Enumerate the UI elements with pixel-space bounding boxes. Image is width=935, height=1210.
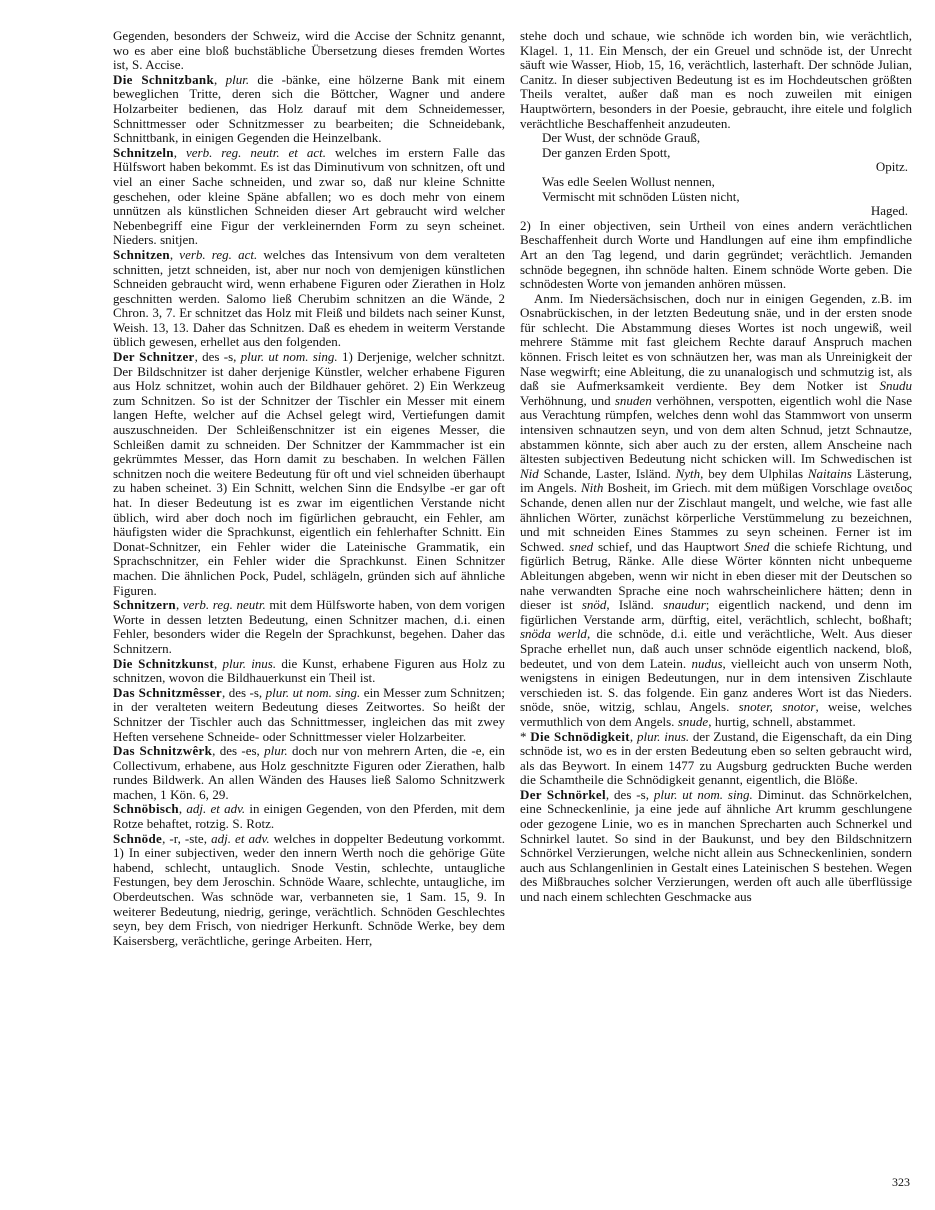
text-segment: Opitz.	[875, 159, 908, 175]
text-segment: adj. et adv.	[186, 801, 246, 817]
headword: Das Schnitzmêsser	[113, 684, 222, 700]
text-segment: Schande, Laster, Isländ.	[538, 465, 676, 481]
text-segment: verb. reg. neutr.	[182, 597, 266, 613]
text-segment: Diminut. das Schnörkelchen, eine Schneckenlinie, ja eine jede auf ähnliche Art krumm geschlungene oder gezogene Linie, wo es in manchen Sprecharten auch Schnerkel und Schnirkel lautet. So sind in der Baukunst, und bey den Bildschnitzern Schnörkel Verzierungen, welche nicht allein aus Schneckenlinien, sondern auch aus Schlangenlinien in Gestalt eines Lateinischen S bestehen. Wegen des Mißbrauches solcher Verzierungen, werden oft auch alle überflüssige und nach einem schlechten Geschmacke aus	[520, 786, 912, 905]
text-segment: Bosheit, im Griech. mit dem müßigen Vorschlage ονειδος Schande, denen allen nur der Zischlaut mangelt, und welche, wie fast alle ähnlichen Wörter, zunächst körperliche Verstümmelung zu bezeichnen, und mit schneiden Eines Stammes zu seyn scheinen. Ferner ist im Schwed.	[520, 480, 912, 554]
text-segment: ,	[213, 71, 226, 87]
dictionary-entry	[113, 686, 505, 744]
dictionary-entry	[113, 744, 505, 802]
headword: Die Schnitzkunst	[113, 655, 215, 671]
text-segment: Naitains	[807, 465, 852, 481]
text-segment: Sned	[744, 538, 770, 554]
text-segment: snöd	[581, 597, 607, 613]
verse-line	[520, 131, 912, 146]
text-segment: verhöhnen, verspotten, eigentlich wohl die Nase aus Verachtung rümpfen, welches denn wohl das Stammwort von unserm intensiven schnautzen seyn, und von dem alten Schnud, jetzt Schnautze, abstammen könnte, sich aber auch zu der ersten, allem Anscheine nach ältesten subjectiven Bedeutung nicht schicken will. Im Schwedischen ist	[520, 392, 912, 467]
text-segment: 1) Derjenige, welcher schnitzt. Der Bildschnitzer ist daher derjenige Künstler, welcher erhabene Figuren aus Holz schnitzet, wohin auch der Bildhauer gehöret. 2) Ein Werkzeug zum Schnitzen. So ist der Schnitzer der Tischler ein Messer mit einem langen Hefte, welcher auf die Achsel gelegt wird, Vertiefungen damit auszuschneiden. Der Schleißenschnitzer ist ein eigenes Messer, die Schleißen damit zu schneiden. Der Schnitzer der Kammmacher ist ein gekrümmtes Messer, das Horn damit zu beschaben. In welchen Fällen schnitzen noch die weitere Bedeutung für oft und viel schneiden überhaupt zu haben scheinet. 3) Ein Schnitt, welchen Sinn die Endsylbe -er gar oft hat. In dieser Bedeutung ist es zwar im eigentlichen Verstande nicht üblich, wird aber doch noch im figürlichen gebraucht, ein Fehler, am häufigsten wider die Sprachkunst, eigentlich ein fehlerhafter Schnitt. Ein Donat-Schnitzer, ein Fehler wider die Lateinische Grammatik, ein Sprachschnitzer, ein Fehler wider die Sprachkunst. Einen Schnitzer machen. Die ähnlichen Pock, Pudel, schlägeln, gründen sich auf ähnliche Figuren.	[113, 349, 505, 598]
text-segment: Der Wust, der schnöde Grauß,	[542, 130, 701, 146]
headword: Der Schnörkel	[520, 786, 606, 802]
text-segment: Was edle Seelen Wollust nennen,	[542, 173, 715, 189]
text-segment: , des -s,	[194, 349, 241, 365]
dictionary-entry	[113, 598, 505, 656]
headword: Schnitzeln	[113, 144, 174, 160]
text-segment: , vielleicht auch von unserm Noth, wenigstens in einigen Bedeutungen, nur in dem intensiven Zischlaute verschieden ist. S. das folgende. Ein ganz anderes Wort ist das Nieders. snöde, snöe, witzig, schlau, Angels.	[520, 655, 912, 715]
text-segment: snaudur	[663, 597, 706, 613]
headword: Der Schnitzer	[113, 349, 195, 365]
text-segment: ,	[178, 801, 187, 817]
text-segment: ein Messer zum Schnitzen; in der veralteten weitern Bedeutung dieses Zeitwortes. So heißt der Schnitzer der Tischler auch das Schnittmesser, ingleichen das mit zwey Heften versehene Schneide- oder Schnittmesser vieler Holzarbeiter.	[113, 684, 505, 744]
left-column	[113, 29, 505, 1169]
text-segment: plur. ut nom. sing.	[240, 349, 338, 365]
text-segment: verb. reg. neutr. et act.	[186, 144, 326, 160]
text-segment: Der ganzen Erden Spott,	[542, 144, 671, 160]
text-segment: in einigen Gegenden, von den Pferden, mit dem Rotze behaftet, rotzig. S. Rotz.	[113, 801, 505, 832]
text-segment: , des -es,	[212, 743, 265, 759]
headword: Die Schnödigkeit	[530, 728, 630, 744]
text-segment: die -bänke, eine hölzerne Bank mit einem beweglichen Tritte, deren sich die Böttcher, Wagner und andere Holzarbeiter bedienen, das Holz darauf mit dem Schneidemesser, Schnittmesser oder Schnitzmesser zu bearbeiten; die Schneidebank, Schnittbank, in einigen Gegenden die Heinzelbank.	[113, 71, 505, 146]
text-segment: ; eigentlich nackend, und denn im figürlichen Verstande arm, dürftig, eitel, verächtlich, schlecht, boßhaft;	[520, 597, 912, 627]
text-segment: schief, und das Hauptwort	[593, 538, 745, 554]
text-segment: welches in doppelter Bedeutung vorkommt. 1) In einer subjectiven, weder den innern Werth noch die gehörige Güte habend, schlecht, untauglich. Snode Vestin, schlechte, untaugliche Festungen, bey dem Jeroschin. Schnöde Waare, schlechte, untaugliche, im Oberdeutschen. Was schnöde war, verbanneten sie, 1 Sam. 15, 9. In weiterer Bedeutung, niedrig, geringe, verächtlich. Schnöden Geschlechtes seyn, bey dem Frisch, von niedriger Herkunft. Schnöde Werke, bey dem Kaisersberg, verächtliche, geringe Arbeiten. Herr,	[113, 830, 505, 948]
text-segment: , des -s,	[605, 786, 654, 802]
text-columns	[113, 29, 912, 1169]
attribution-line	[520, 204, 912, 219]
text-segment: ,	[175, 597, 183, 613]
paragraph	[520, 219, 912, 292]
text-segment: der Zustand, die Eigenschaft, da ein Ding schnöde ist, wo es in der ersten Bedeutung eben so selten gebraucht wird, als das Beywort. In einem 1477 zu Augsburg gedruckten Buche werden die Schamtheile die Schnödigkeit genannt, eigentlich, die Blöße.	[520, 728, 912, 788]
verse-line	[520, 146, 912, 161]
text-segment: plur. inus.	[222, 655, 277, 671]
text-segment: , weise, welches vermuthlich von dem Angels.	[520, 699, 912, 729]
text-segment: snuden	[614, 392, 652, 408]
text-segment: plur.	[225, 71, 250, 87]
text-segment: Anm. Im Niedersächsischen, doch nur in einigen Gegenden, z.B. im Osnabrückischen, in der letzten Bedeutung snäe, und in der ersten snode für schlecht. Die Abstammung dieses Wortes ist noch ungewiß, weil mehrere Stämme mit fast gleichem Rechte darauf Anspruch machen können. Frisch leitet es von schnäutzen her, was man als Unreinigkeit der Nase wegwirft; eine Ableitung, die zu unanalogisch und schmutzig ist, als daß sie Aufmerksamkeit verdiente. Bey dem Notker ist	[520, 290, 912, 394]
text-segment: snude	[677, 713, 709, 729]
text-segment: ,	[214, 655, 223, 671]
text-segment: ,	[173, 144, 186, 160]
text-segment: Gegenden, besonders der Schweiz, wird die Accise der Schnitz genannt, wo es aber eine bloß buchstäbliche Übersetzung dieses fremden Wortes ist, S. Accise.	[113, 29, 505, 73]
text-segment: Vermischt mit schnöden Lüsten nicht,	[542, 188, 740, 204]
right-column	[520, 29, 912, 1169]
text-segment: 2) In einer objectiven, sein Urtheil von eines andern verächtlichen Beschaffenheit durch Worte und Handlungen auf eine ihm empfindliche Art an den Tag legend, und darin gegründet; verächtlich. Jemanden schnöde begegnen, ihn schnöde halten. Einem schnöde Worte geben. Die schnödesten Worte von jemanden anhören müssen.	[520, 217, 912, 292]
dictionary-entry	[113, 350, 505, 598]
text-segment: , hurtig, schnell, abstammet.	[708, 713, 856, 729]
text-segment: *	[520, 728, 531, 744]
dictionary-entry	[113, 832, 505, 949]
text-segment: ,	[169, 246, 180, 262]
dictionary-entry	[113, 657, 505, 686]
paragraph	[113, 29, 505, 73]
text-segment: Verhöhnung, und	[520, 392, 615, 408]
text-segment: Haged.	[870, 203, 908, 219]
text-segment: ,	[629, 728, 637, 744]
text-segment: die Kunst, erhabene Figuren aus Holz zu schnitzen, wovon die Bildhauerkunst ein Theil ist.	[113, 655, 505, 686]
text-segment: Snudu	[879, 378, 912, 394]
headword: Schnöbisch	[113, 801, 179, 817]
headword: Schnöde	[113, 830, 163, 846]
paragraph	[520, 292, 912, 730]
dictionary-entry	[113, 146, 505, 248]
text-segment: nudus	[691, 655, 723, 671]
text-segment: verb. reg. act.	[179, 246, 258, 262]
text-segment: mit dem Hülfsworte haben, von dem vorigen Worte in dessen letzten Bedeutung, einen Schnitzer machen, d.i. einen Fehler, besonders wider die Regeln der Sprachkunst, begehen. Daher das Schnitzern.	[113, 597, 505, 656]
text-segment: Lästerung, im Angels.	[520, 465, 912, 496]
text-segment: snoter, snotor	[738, 699, 816, 715]
dictionary-entry	[520, 788, 912, 905]
text-segment: adj. et adv.	[211, 830, 270, 846]
text-segment: Nid	[520, 465, 539, 481]
text-segment: snöda werld	[520, 626, 587, 642]
text-segment: , Isländ.	[606, 597, 664, 613]
headword: Schnitzern	[113, 597, 176, 613]
headword: Das Schnitzwêrk	[113, 743, 213, 759]
text-segment: , -r, -ste,	[162, 830, 212, 846]
dictionary-entry	[113, 802, 505, 831]
text-segment: plur.	[264, 743, 288, 759]
attribution-line	[520, 160, 912, 175]
dictionary-entry	[113, 73, 505, 146]
headword: Schnitzen	[113, 246, 170, 262]
text-segment: plur. ut nom. sing.	[653, 786, 753, 802]
dictionary-entry	[113, 248, 505, 350]
text-segment: Nyth	[675, 465, 701, 481]
verse-line	[520, 190, 912, 205]
text-segment: , bey dem Ulphilas	[700, 465, 808, 481]
verse-line	[520, 175, 912, 190]
paragraph	[520, 29, 912, 131]
text-segment: welches im erstern Falle das Hülfswort haben bekommt. Es ist das Diminutivum von schnitzen, oft und viel an einer Sache schneiden, und zwar so, daß nur kleine Schnitte geschehen, oder kleine Späne abfallen; wo es doch mehr von einem unnützen als künstlichen Schneiden dieser Art gebraucht wird welcher Nebenbegriff eine Figur der verkleinernden Form zu seyn scheinet. Nieders. snitjen.	[113, 144, 505, 248]
text-segment: die schiefe Richtung, und figürlich Betrug, Ränke. Alle diese Wörter könnten nicht unbequeme Ableitungen abgeben, wenn wir nicht in eben dieser mit der Deutschen so nahe verwandten Sprache eine noch wahrscheinlichere hätten; denn in dieser ist	[520, 538, 912, 613]
dictionary-entry	[520, 730, 912, 788]
text-segment: Nith	[581, 480, 604, 496]
text-segment: , die schnöde, d.i. eitle und verächtliche, Welt. Aus dieser Sprache erhellet nun, daß auch unser schnöde eigentlich nackend, bloß, bedeutet, und von dem Latein.	[520, 626, 912, 671]
headword: Die Schnitzbank	[113, 71, 214, 87]
page-number: 323	[892, 1175, 910, 1189]
text-segment: welches das Intensivum von dem veralteten schnitten, jetzt schneiden, ist, aber nur noch von demjenigen künstlichen Schneiden gebraucht wird, wenn erhabene Figuren oder Zierathen in Holz geschnitten werden. Salomo ließ Cherubim schnitzen an die Wände, 2 Chron. 3, 7. Er schnitzet das Holz mit Fleiß und bildets nach seiner Kunst, Weish. 13, 13. Daher das Schnitzen. Daß es ehedem in weiterm Verstande üblich gewesen, erhellet aus den folgenden.	[113, 246, 505, 350]
text-segment: plur. inus.	[636, 728, 690, 744]
text-segment: sned	[569, 538, 594, 554]
text-segment: plur. ut nom. sing.	[265, 684, 361, 700]
text-segment: , des -s,	[221, 684, 266, 700]
text-segment: stehe doch und schaue, wie schnöde ich worden bin, wie verächtlich, Klagel. 1, 11. Ein Mensch, der ein Greuel und schnöde ist, der Unrecht säuft wie Wasser, Hiob, 15, 16, verächtlich, lasterhaft. Der schnöde Julian, Canitz. In dieser subjectiven Bedeutung ist es im Hochdeutschen größten Theils veraltet, außer daß man es noch zuweilen mit einigen Hauptwörtern, besonders in der Poesie, gebraucht, ihre eitele und folglich verächtliche Beschaffenheit anzudeuten.	[520, 29, 912, 131]
text-segment: doch nur von mehrern Arten, die -e, ein Collectivum, erhabene, aus Holz geschnitzte Figuren oder Zierathen, halb rundes Bildwerk. An allen Wänden des Hauses ließ Salomo Schnitzwerk machen, 1 Kön. 6, 29.	[113, 743, 505, 802]
